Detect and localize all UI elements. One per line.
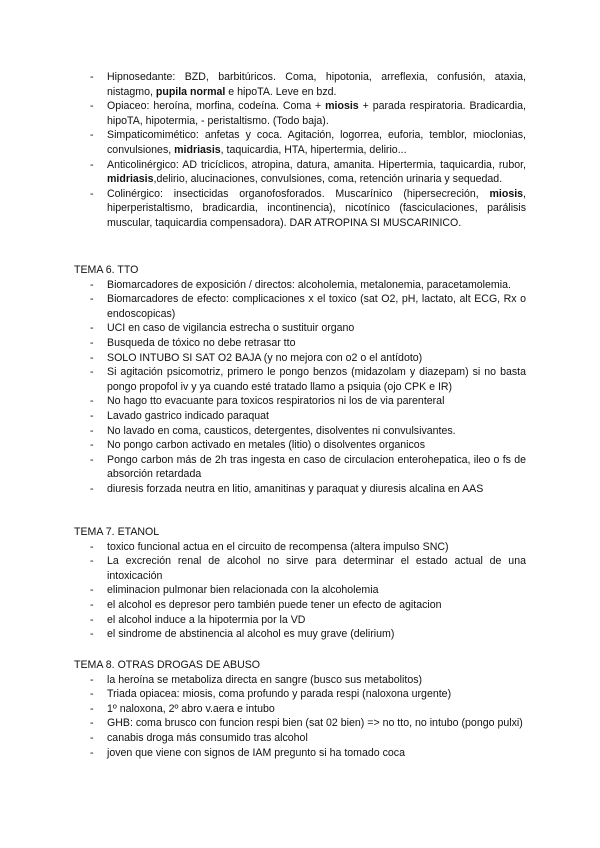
list-item-text: toxico funcional actua en el circuito de recompensa (altera impulso SNC) (107, 540, 449, 553)
intro-section (0, 70, 600, 231)
toxic-syndromes-list (0, 70, 600, 231)
list-item (0, 187, 526, 231)
list-item-text: Si agitación psicomotriz, primero le pongo benzos (midazolam y diazepam) si no basta pongo propofol iv y ya cuando esté tratado llamo a psiquia (ojo CPK e IR) (107, 366, 526, 393)
list-item (0, 351, 526, 366)
list-item-text: Triada opiacea: miosis, coma profundo y parada respi (naloxona urgente) (107, 688, 452, 701)
list-item (0, 70, 526, 99)
bullet-dash: - (90, 336, 94, 349)
text-segment: , taquicardia, HTA, hipertermia, delirio... (220, 143, 407, 156)
emphasis-text: miosis (325, 100, 359, 113)
list-item (0, 554, 526, 583)
bullet-dash: - (90, 717, 94, 730)
text-segment: Opiaceo: heroína, morfina, codeína. Coma + (107, 100, 326, 113)
bullet-dash: - (90, 351, 94, 364)
emphasis-text: miosis (489, 187, 524, 200)
list-item-text: Busqueda de tóxico no debe retrasar tto (107, 336, 296, 349)
text-segment: e hipoTA. Leve en bzd. (225, 85, 337, 98)
tema8-title: TEMA 8. OTRAS DROGAS DE ABUSO (74, 659, 261, 671)
list-item-text (107, 128, 526, 157)
list-item (0, 583, 526, 598)
text-segment: Anticolinérgico: AD tricíclicos, atropina, datura, amanita. Hipertermia, taquicardia, rubor, (107, 158, 526, 171)
bullet-dash: - (90, 100, 94, 113)
bullet-dash: - (90, 746, 94, 759)
bullet-dash: - (90, 158, 94, 171)
list-item (0, 409, 526, 424)
list-item-text: 1º naloxona, 2º abro v.aera e intubo (107, 702, 275, 715)
bullet-dash: - (90, 395, 94, 408)
list-item (0, 687, 526, 702)
list-item-text: joven que viene con signos de IAM pregunto si ha tomado coca (107, 746, 405, 759)
bullet-dash: - (90, 278, 94, 291)
list-item-text: GHB: coma brusco con funcion respi bien (sat 02 bien) => no tto, no intubo (pongo pulxi) (107, 717, 523, 730)
list-item (0, 128, 526, 157)
bullet-dash: - (90, 555, 94, 568)
bullet-dash: - (90, 129, 94, 142)
list-item-text: La excreción renal de alcohol no sirve para determinar el estado actual de una intoxicación (107, 555, 526, 582)
bullet-dash: - (90, 613, 94, 626)
list-item (0, 292, 526, 321)
list-item-text: canabis droga más consumido tras alcohol (107, 731, 308, 744)
bullet-dash: - (90, 366, 94, 379)
list-item (0, 673, 526, 688)
list-item (0, 321, 526, 336)
list-item-text: UCI en caso de vigilancia estrecha o sustituir organo (107, 322, 355, 335)
list-item (0, 438, 526, 453)
tema8-list (0, 673, 526, 761)
list-item (0, 627, 526, 642)
bullet-dash: - (90, 453, 94, 466)
text-segment: + parada respiratoria. Bradicardia, hipoTA, hipotermia, - peristaltismo. (Todo baja). (107, 100, 526, 127)
list-item (0, 540, 526, 555)
text-segment: Simpaticomimético: anfetas y coca. Agitación, logorrea, euforia, temblor, mioclonias, convulsiones, (107, 129, 526, 156)
bullet-dash: - (90, 673, 94, 686)
list-item-text (107, 99, 526, 128)
emphasis-text: midriasis (107, 173, 154, 186)
list-item (0, 99, 526, 128)
text-segment: Colinérgico: insecticidas organofosforados. Muscarínico (hipersecreción, (107, 187, 490, 200)
bullet-dash: - (90, 424, 94, 437)
bullet-dash: - (90, 540, 94, 553)
tema6-list (0, 278, 526, 497)
bullet-dash: - (90, 688, 94, 701)
text-segment: ,delirio, alucinaciones, convulsiones, coma, retención urinaria y sequedad. (153, 173, 503, 186)
list-item-text: Biomarcadores de efecto: complicaciones x el toxico (sat O2, pH, lactato, alt ECG, Rx o endoscopicas) (107, 293, 526, 320)
tema7-list (0, 540, 526, 642)
list-item-text: Biomarcadores de exposición / directos: alcoholemia, metalonemia, paracetamolemia. (107, 278, 511, 291)
list-item-text: No pongo carbon activado en metales (litio) o disolventes organicos (107, 439, 425, 452)
list-item-text: No lavado en coma, causticos, detergentes, disolventes ni convulsivantes. (107, 424, 456, 437)
list-item (0, 424, 526, 439)
list-item-text: el alcohol es depresor pero también puede tener un efecto de agitacion (107, 598, 442, 611)
emphasis-text: pupila normal (155, 85, 226, 98)
bullet-dash: - (90, 482, 94, 495)
bullet-dash: - (90, 439, 94, 452)
list-item (0, 746, 526, 761)
bullet-dash: - (90, 584, 94, 597)
list-item (0, 482, 526, 497)
list-item-text: Lavado gastrico indicado paraquat (107, 409, 269, 422)
bullet-dash: - (90, 731, 94, 744)
list-item (0, 158, 526, 187)
list-item (0, 365, 526, 394)
list-item-text: diuresis forzada neutra en litio, amanitinas y paraquat y diuresis alcalina en AAS (107, 482, 484, 495)
list-item-text: el sindrome de abstinencia al alcohol es muy grave (delirium) (107, 628, 395, 641)
tema7-title: TEMA 7. ETANOL (74, 526, 160, 538)
list-item (0, 702, 526, 717)
list-item-text: eliminacion pulmonar bien relacionada con la alcoholemia (107, 584, 379, 597)
list-item (0, 598, 526, 613)
list-item (0, 278, 526, 293)
bullet-dash: - (90, 628, 94, 641)
list-item-text: No hago tto evacuante para toxicos respiratorios ni los de via parenteral (107, 395, 445, 408)
list-item-text: la heroína se metaboliza directa en sangre (busco sus metabolitos) (107, 673, 423, 686)
bullet-dash: - (90, 702, 94, 715)
list-item-text: Pongo carbon más de 2h tras ingesta en caso de circulacion enterohepatica, ileo o fs de absorción retardada (107, 453, 526, 481)
bullet-dash: - (90, 187, 94, 200)
list-item (0, 716, 526, 731)
list-item (0, 394, 526, 409)
list-item (0, 731, 526, 746)
bullet-dash: - (90, 598, 94, 611)
tema6-title: TEMA 6. TTO (74, 264, 139, 276)
emphasis-text: midriasis (174, 143, 221, 156)
text-segment: , hiperperistaltismo, bradicardia, incontinencia), nicotínico (fasciculaciones, parálisis muscular, taquicardia compensadora). DAR ATROPINA SI MUSCARINICO. (107, 187, 526, 229)
list-item-text: el alcohol induce a la hipotermia por la VD (107, 613, 306, 626)
bullet-dash: - (90, 71, 94, 83)
bullet-dash: - (90, 293, 94, 306)
list-item-text: SOLO INTUBO SI SAT O2 BAJA (y no mejora con o2 o el antídoto) (107, 351, 423, 364)
list-item-text (107, 70, 526, 99)
list-item (0, 613, 526, 628)
bullet-dash: - (90, 409, 94, 422)
text-segment: Hipnosedante: BZD, barbitúricos. Coma, hipotonia, arreflexia, confusión, ataxia, nistagmo, (107, 71, 526, 98)
list-item-text (107, 158, 526, 187)
bullet-dash: - (90, 322, 94, 335)
list-item (0, 453, 526, 482)
list-item-text (107, 187, 526, 231)
list-item (0, 336, 526, 351)
